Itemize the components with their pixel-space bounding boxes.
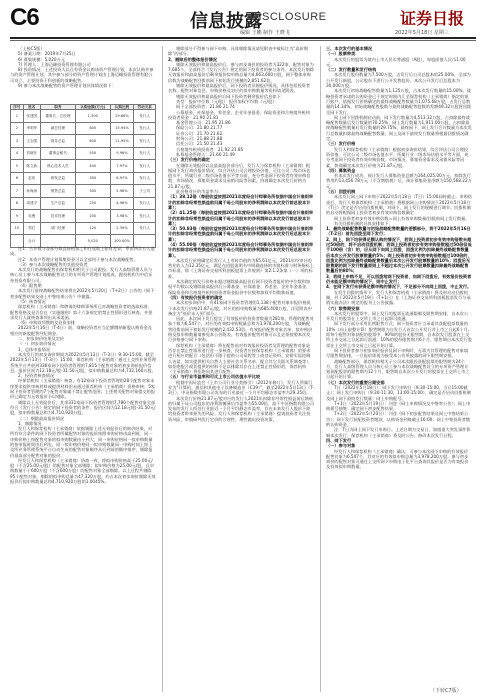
table-row (11, 160, 156, 173)
table-cell: 200 (75, 210, 110, 223)
table-cell: 8 (11, 197, 24, 210)
paragraph: 本次发行价格21.87元/股对应的发行人2021年扣除非经常性损益前后孰低的归属于母公司股东的净利润摊薄后市盈率为55.00倍，高于中证指数有限公司发布的发行人所处行业最近一个月平均静态市盈率，存在未来发行人股价下跌给投资者带来损失的风险。发行人和保荐机构（主承销商）提请投资者关注投资风险，审慎研判发行定价的合理性，理性做出投资决策。 (168, 395, 314, 422)
paragraph: （1）38.12倍（每股收益按照2021年度经会计师事务所依据中国会计准则审计的扣除非经常性损益前归属于母公司股东的净利润除以本次发行前总股本计算）； (168, 194, 314, 210)
table-header-cell: 序号 (11, 105, 24, 110)
section-title-en: DISCLOSURE (250, 11, 327, 23)
paragraph: 本次发行最终战略配售结果将在2022年5月20日（T+2日）公告的《网下初步配售结果及网上中签结果公告》中披露。 (10, 288, 155, 299)
page-header (0, 0, 484, 40)
table-cell: 刘晓东 (23, 147, 40, 160)
paragraph: 四、网下发行 (326, 437, 352, 443)
paragraph: 本次发行的战略配售由保荐机构相关子公司跟投、发行人高级管理人员与核心员工参与本次战略配售设立的专项资产管理计划组成，跟投机构为中信证券投资有限公司。 (10, 267, 153, 283)
table-cell: 3.98% (110, 210, 134, 223)
paragraph: 根据中国证监会《上市公司行业分类指引》（2012年修订），发行人所属行业为“计算机、通信和其他电子设备制造业（C39）”，截至2022年5月13日（T-3日），中证指数有限公司发布的行业最近一个月平均静态市盈率为29.35倍。 (168, 379, 314, 396)
table-cell: 5,020 (75, 235, 110, 248)
table-cell: 发行人 (134, 160, 156, 173)
paragraph: 本次发行网上网下申购于2022年5月18日（T日）15:00同时截止。申购结束后，发行人和保荐机构（主承销商）将根据网上申购情况于2022年5月18日（T日）决定是否启动回拨机制，对网下、网上发行的规模进行调节。回拨机制的启动将根据网上投资者初步有效申购倍数确定： (326, 194, 472, 216)
paragraph: （3）50.83倍（每股收益按照2021年度经会计师事务所依据中国会计准则审计的扣除非经常性损益前归属于母公司股东的净利润除以本次发行后总股本计算）； (168, 226, 314, 242)
paragraph: （4）限售期 (18, 283, 42, 289)
table-cell: 4 (11, 147, 24, 160)
header-rule-thin (10, 40, 476, 41)
paragraph: 剔除无效报价和最高报价后，网下投资者详细报价情况，具体包括投资者名称、配售对象信息、申购价格及对应的拟申购数量等资料请见附表。 (168, 83, 311, 94)
paragraph: 保荐机构（主承销商）将在配售前对有效报价投资者及管理的配售对象是否存在禁止性情形进行进一步核查，投资者应按保荐机构（主承销商）的要求进行相应的配合（包括但不限于提供公司章程等工商登记资料、安排实际控制人访谈、如实提供相关自然人主要社会关系名单、配合其它关联关系调查等），如拒绝配合或其提供的材料不足以排除其存在上述禁止性情形的，保荐机构（主承销商）将拒绝向其进行配售。 (168, 342, 313, 375)
paragraph: 战略配售部分，保荐机构相关子公司本次跟投获配股票的限售期为24个月，发行人高级管理人员与核心员工参与本次战略配售设立的专项资产管理计划获配股票的限售期为12个月，限售期自本次公开发行的股票在上交所上市之日起开始计算。 (326, 358, 470, 380)
paragraph: （六）限售期安排 (326, 305, 360, 311)
table-cell: 董事会秘书 (40, 147, 75, 160)
paragraph: 9) 参与本次战略配售的资产管理计划具体情况如下： (18, 83, 116, 89)
table-cell: 600 (75, 135, 110, 148)
paragraph: 本次发行股份数量为7,500万股，占发行后公司总股本的25.00%，全部为公开发行新股，公司股东不进行公开发售股份。本次公开发行后总股本为30,000万股。 (326, 72, 471, 89)
column-divider (320, 46, 321, 692)
table-cell: 生产总监 (40, 197, 75, 210)
table-cell: 11.95% (110, 135, 134, 148)
table-cell: 5 (11, 160, 24, 173)
table-header-cell: 认购比例 (110, 105, 134, 110)
paragraph: 本次发行初始战略配售数量为1,125万股，占本次发行数量的15.00%。战略投资者承诺的认购资金已于规定时间内汇至保荐机构（主承销商）指定的银行账户，依据发行价格确定的最终战略配售数量为1,075.68万股，占发行总数量的14.34%，初始战略配售股数与最终战略配售股数的差额49.32万股将回拨至网下发行。 (326, 88, 472, 115)
paragraph: 注2：本资产管理计划募集资金可以全部用于参与本次战略配售。 (18, 256, 138, 262)
paragraph: 本次发行的股票为境内上市人民币普通股（A股），每股面值人民币1.00元。 (326, 56, 466, 67)
paragraph: 网下全部投资者：21.86 21.74 (176, 104, 235, 110)
table-cell: 2 (11, 122, 24, 135)
table-header-cell: 姓名 (23, 105, 40, 110)
table-cell: 发行人 (134, 172, 156, 185)
paragraph: 剔除无效报价和最高报价后网下投资者剩余报价信息如下： (176, 93, 285, 99)
table-cell: 销售总监 (40, 185, 75, 198)
table-row (11, 222, 156, 235)
table-cell: 250 (75, 197, 110, 210)
paragraph: 1、剔除情况 (18, 420, 42, 426)
table-cell: 郑红 (23, 222, 40, 235)
table-cell: 350 (75, 172, 110, 185)
column-1-top (10, 46, 156, 104)
paragraph: 网上投资者初步有效申购倍数＝网上有效申购数量/回拨前网上发行数量。 (334, 215, 470, 221)
paragraph: 因此，本次网下发行提交了有效报价的投资者数量为281家，管理的配售对象个数为6,547个，对应的有效拟申购数量总和为3,978,200万股，为战略配售回拨前网下初始发行规模的2,432.53倍。有效报价配售对象名单、拟申购价格及拟申购数量请参见本公告附表。有效报价配售对象可以且必须按照本次发行价格参与网下申购。 (168, 316, 314, 343)
table-cell: 29.88% (110, 110, 134, 123)
paragraph: 合格境外机构投资者：21.92 21.85 (176, 146, 244, 152)
table-cell: 吴俊 (23, 210, 40, 223)
date-line: 2022年5月18日 星期三 (395, 30, 449, 36)
table-cell: 陈立新 (23, 160, 40, 173)
table-cell: 6.97% (110, 172, 134, 185)
table-cell: 发行人 (134, 147, 156, 160)
paragraph: 网下投资者参与初步询价报价及网下申购时，无需为其管理的配售对象填写限售期安排，一旦报价即视为接受本公告所披露的网下限售期安排。 (326, 347, 469, 359)
table-cell: 王志强 (23, 135, 40, 148)
paragraph: 在剔除无效报价以及最高报价部分后，发行人与保荐机构（主承销商）根据网下发行询价报价情况，综合评估公司合理投资价值、可比公司二级市场估值水平、所属行业二级市场估值水平等方面，充分考虑网下投资者有效申购倍数、市场情况、募集资金需求及承销风险等因素，协商确定本次发行价格为21.87元/股。 (168, 162, 311, 189)
table-cell: 5.98% (110, 185, 134, 198)
paragraph: （一）初步询价情况 (18, 341, 56, 347)
paragraph: 发行人和保荐机构（主承销商）根据初步询价结果，综合评估公司合理投资价值、可比公司二级市场估值水平、所属行业二级市场估值水平等方面，充分考虑网下投资者有效申购倍数、市场情况、募集资金需求及承销风险等因素，协商确定本次发行价格为21.87元/股。 (326, 146, 469, 168)
asset-plan-table (10, 104, 156, 248)
table-cell: 孙海涛 (23, 185, 40, 198)
paragraph: 经保荐机构（主承销商）核查，有12家网下投资者管理的28个配售对象未按要求提供审核材料或提供材料但未通过保荐机构（主承销商）资格审核；5家网下投资者管理的7个配售对象属于禁止配售范围；上述相关配售对象提交的报价已确定为无效报价予以剔除。 (10, 378, 156, 400)
page-number: C6 (10, 4, 39, 31)
table-cell: 300 (75, 185, 110, 198)
table-cell: 发行人 (134, 210, 156, 223)
paragraph: （5）核查情况 (18, 298, 46, 304)
table-row (11, 172, 156, 185)
column-divider (162, 46, 163, 692)
table-cell: 7.97% (110, 160, 134, 173)
table-row (11, 110, 156, 123)
table-cell: 技术经理 (40, 210, 75, 223)
table-row (11, 147, 156, 160)
section-title: 信息披露 (190, 11, 262, 32)
paragraph: 5) 备案日期：2019年7月25日 (18, 51, 76, 57)
table-cell: 1,500 (75, 110, 110, 123)
paragraph: 2、剔除后的整体报价情况 (168, 56, 217, 62)
paragraph: 三、本次发行的基本情况 (326, 46, 373, 51)
table-cell: 15.94% (110, 122, 134, 135)
table-cell: 10 (11, 222, 24, 235)
table-cell: 发行人 (134, 197, 156, 210)
paragraph: （四）有效报价投资者的确定 (168, 294, 223, 300)
column-1-body (10, 246, 156, 691)
paragraph: 信托公司：21.50 21.43 (176, 141, 223, 147)
paragraph: 网下发行部分采用比例限售方式，网下投资者应当承诺其获配股票数量的10%（向上取整计算）限售期限为自发行人首次公开发行并上市之日起6个月。即每个配售对象获配的股票中，90%的股份无限售期，自本次发行股票在上交所上市交易之日起即可流通；10%的股份限售期为6个月，限售期自本次发行股票在上交所上市交易之日起开始计算。 (326, 321, 472, 348)
paragraph: （三）发行价格的确定 (168, 157, 210, 163)
table-header-cell: 职务 (40, 105, 75, 110)
paragraph: 本次发行的初步询价期间为2022年5月13日（T-3日）9:30-15:00。截至2022年5月13日（T-3日）15:00，保荐机构（主承销商）通过上交所业务管理系统平台共收到336家网下投资者管理的7,815个配售对象的初步询价报价信息，报价区间为12.18元/股-31.50元/股，拟申购数量总和为4,732,160万股。 (10, 351, 156, 373)
table-cell: 核心技术人员 (40, 160, 75, 173)
table-cell: 3 (11, 135, 24, 148)
table-cell: 财务总监 (40, 135, 75, 148)
table-cell: 400 (75, 160, 110, 173)
table-cell: 研发总监 (40, 172, 75, 185)
paragraph: （二）剔除最高报价情况 (18, 415, 65, 421)
table-cell: 合计 (23, 235, 40, 248)
table-cell: 子公司 (134, 185, 156, 198)
paragraph: T+2日（2022年5月20日）：刊登《网下初步配售结果及网上中签结果公告》；网下发行获配投资者缴款，认购资金到账截止16:00；网上中签投资者缴纳认购资金。 (326, 411, 470, 428)
paragraph: 保险公司：21.80 21.77 (176, 125, 223, 131)
table-cell: 赵伟 (23, 172, 40, 185)
continued-note: （下转C7版） (430, 688, 462, 694)
table-cell: 李明华 (23, 122, 40, 135)
table-header-cell: 劳动关系 (134, 105, 156, 110)
paragraph: 公募基金、社保基金、养老金、企业年金基金、保险资金和合格境外机构投资者资金：21.90 21.81 (168, 109, 311, 120)
paragraph: 经发行人和保荐机构（主承销商）确认，可参与本次网下申购的有效报价配售对象为6,547个，其对应的有效拟申购总量为3,978,200万股。参与初步询价的配售对象可通过上交所网下申购电子化平台查询其报价是否为有效报价及有效拟申购数量。 (326, 448, 469, 470)
newspaper-logo: 证券日报 (400, 9, 465, 28)
paragraph: 3、若网上申购不足，可以回拨给网下投资者，向网下回拨后，有效报价投资者仍未能足额申购的情况下，则中止发行； (326, 273, 472, 285)
table-cell: 2.39% (110, 222, 134, 235)
paragraph: （三）发行价格 (326, 141, 356, 147)
table-cell: 120 (75, 222, 110, 235)
paragraph: 4、在网下发行未获得足额申购的情况下，不足部分不向网上回拨，中止发行。 (326, 284, 472, 290)
paragraph: 此价格对应的市盈率为： (176, 189, 223, 195)
table-cell: 部门经理 (40, 222, 75, 235)
table-row (11, 210, 156, 223)
paragraph: 7) 管理人：上海迈峰投资管理有限公司 (18, 61, 91, 67)
table-cell: 4.98% (110, 197, 134, 210)
paragraph: （上接C5版） (18, 46, 45, 51)
paragraph: 6) 募集规模：5,020万元 (18, 56, 65, 62)
paragraph: T+1日（2022年5月19日）：刊登《网上申购情况及中签率公告》；网上申购摇号抽签；确定网下初步配售结果。 (326, 400, 471, 412)
table-cell: 800 (75, 122, 110, 135)
paragraph: 私募基金管理人：21.60 21.49 (176, 151, 235, 157)
table-cell: 副总经理 (40, 122, 75, 135)
paragraph: 在发生回拨的情形下，发行人和保荐机构（主承销商）将及时启动回拨机制，并于2022年5月19日（T+1日）在《上海证券交易所科创板股票发行与承销实施办法》规定的报刊上公告披露。 (326, 289, 471, 306)
paragraph: 发行人和保荐机构（主承销商）依据剔除上述无效报价后的询价结果，对所有符合条件的网下投资者所属配售对象的报价按照申购价格由高到低、同一申购价格上按配售对象的拟申购数量由小到大、同一申购价格同一拟申购数量的按申报时间由后到先、同一拟申购价格同一拟申购数量同一申购时间上按上交所业务管理系统平台自动生成的配售对象顺序从后到前的顺序排序，剔除报价最高部分配售对象的报价。 (10, 426, 153, 458)
paragraph: 注1：合计数与各部分数直接相加之和在尾数上如有差异，系由四舍五入造成。 (10, 246, 155, 257)
table-cell: 发行人 (134, 122, 156, 135)
table-cell: 发行人 (134, 135, 156, 148)
paragraph: 财务公司：21.88 21.88 (176, 136, 223, 142)
paragraph: （二）发行数量和发行结构 (326, 67, 377, 73)
table-cell: 周建平 (23, 197, 40, 210)
table-header-cell: 认购金额(万元) (75, 105, 110, 110)
table-cell: 张建国 (23, 110, 40, 123)
table-row (11, 135, 156, 148)
paragraph: 本次初步询价中，有41家网下投资者管理的1,138个配售对象申报价格低于本次发行价格21.87元/股，对应的拟申购数量为685,400万股，详见附表中备注为“低价未入围”部分。 (168, 300, 312, 316)
paragraph: （四）募集资金 (326, 167, 356, 173)
paragraph: （五）与行业市盈率和可比上市公司估值水平比较 (168, 374, 261, 380)
column-2-body (168, 46, 314, 686)
paragraph: 证券公司：21.70 21.62 (176, 130, 223, 136)
table-cell: 发行人 (134, 222, 156, 235)
paragraph: 本次发行价格确定后发行人上市时市值约为65.61亿元，2021年经审计的营业收入为12.35亿元，满足在招股说明书中明确选择的市值标准与财务指标上市标准，即《上海证券交易所科创板股票上市规则》第2.1.2条第（一）项的标准。 (168, 257, 314, 279)
table-cell: 1 (11, 110, 24, 123)
paragraph: 注：T日为网上网下发行申购日。上述日期为交易日，如遇重大突发事件影响本次发行，保荐机构（主承销商）将及时公告，修改本次发行日程。 (326, 427, 471, 438)
table-row (11, 197, 156, 210)
paragraph: （3）参与本次战略配售的其他投资者 (18, 261, 88, 267)
table-cell: 100.00% (110, 235, 134, 248)
paragraph: 类型：报价中位数（元/股） 报价加权平均数（元/股） (176, 98, 277, 104)
paragraph: T日（2022年5月18日）：网下发行申购日（9:30-15:00，当日15:00截止）；网上发行申购日（9:30-11:30，13:00-15:00）；确定是否启动回拨机制及网上网下最终发行数量；网上申购配号。 (326, 385, 471, 401)
paragraph: 本次确定的发行价格未超过剔除最高报价后网下投资者报价的中位数和加权平均数以及剔除最高报价后公募基金、社保基金、养老金、企业年金基金、保险资金和合格境外机构投资者资金报价中位数和加权平均数孰低值。 (168, 279, 311, 295)
column-1-intro (10, 46, 156, 104)
paragraph: 2、投资者核查情况 (18, 373, 55, 379)
table-row (11, 122, 156, 135)
paragraph: 基金管理公司：21.95 21.86 (176, 120, 231, 126)
column-2 (168, 46, 314, 686)
paragraph: （五）回拨机制 (326, 189, 356, 195)
paragraph: 1、总体申报情况 (18, 346, 50, 352)
table-cell: 9.96% (110, 147, 134, 160)
paragraph: 8) 投资情况：上述投资人以自有资金认购该资产管理计划，本次认购并参与的资产管理计划，其中参与部分的资产管理计划由上海迈峰投资管理有限公司设立，主要投资于科创板的战略配售。 (10, 67, 154, 83)
table-body (11, 110, 156, 248)
column-3 (326, 46, 472, 686)
paragraph: 若本次发行成功，预计发行人募集资金总额为164,025.00万元，扣除发行费用约13,456.78万元（不含增值税）后，预计募集资金净额为150,568.22万元。 (326, 173, 472, 189)
column-3-body (326, 46, 472, 686)
paragraph: 保荐机构（主承销商）和聘请的律师事务所已对战略投资者的选取标准、配售资格及是否存在《实施细则》第十六条规定的禁止性情形进行核查，并要求发行人就核查事项出具承诺函。 (10, 304, 153, 320)
table-cell: 9 (11, 210, 24, 223)
paragraph: 2022年5月16日（T-4日）前，战略投资者应当足额缴纳新股认购资金及相应的新股配售经纪佣金。 (10, 325, 152, 336)
paragraph: （七）本次发行的重要日期安排 (326, 379, 385, 385)
header-rule (10, 37, 476, 39)
paragraph: 剔除无效报价和最高报价后，参与初步询价的投资者为322家，配售对象为7,685个，全部符合《发行公告》规定的网下投资者的参与条件。本次发行剔除无效报价和最高报价后剩余报价拟申购总量为4,663,600万股，网下整体申购倍数为战略配售回拨前网下初始发行规模的2,851.62倍。 (168, 61, 314, 83)
paragraph: 1、最终战略配售数量与初始战略配售数量的差额部分，将于2022年5月16日（T-2日）首先回拨至网下发行； (326, 226, 471, 237)
table-row (11, 185, 156, 198)
paragraph: 有关回拨机制的具体安排如下： (334, 220, 393, 226)
paragraph: （一）参与对象 (326, 443, 356, 449)
editor-line: 编辑 王鹏 制作 王晓飞 (240, 30, 290, 36)
paragraph: 经发行人和保荐机构（主承销商）协商一致，将拟申购价格高于25.00元/股（不含25.00元/股）的配售对象全部剔除；拟申购价格为25.00元/股，且申购数量小于600万股（不含600万股）的配售对象全部剔除。以上过程共剔除95个配售对象，剔除的拟申购总量为47,320万股，约占本次初步询价剔除无效报价后拟申购数量总和4,710,920万股的1.0045%。 (10, 457, 156, 485)
table-cell: 7 (11, 185, 24, 198)
paragraph: 2、网上、网下均获得足额认购的情况下，若网上投资者初步有效申购倍数未超过50倍的，将不启动回拨机制；若网上投资者初步有效申购倍数超过50倍但低于100倍（含）的，应从网下向网上回拨，回拨比例为扣除最终战略配售数量后本次公开发行股票数量的5%；网上投资者初步有效申购倍数超过100倍的，回拨比例为扣除最终战略配售数量后本次公开发行股票数量的10%；回拨后无限售期的网下发行数量原则上不超过本次公开发行股票数量扣除最终战略配售数量后的80%； (326, 236, 472, 274)
paragraph: 剔除以上无效报价后，其余331家网下投资者管理的7,780个配售对象全部符合《发行公告》规定的网下投资者的条件，报价区间为12.18元/股-31.50元/股，拟申购数量总和为4,710,920万股。 (10, 399, 156, 416)
paragraph: （2）41.25倍（每股收益按照2021年度经会计师事务所依据中国会计准则审计的扣除非经常性损益后归属于母公司股东的净利润除以本次发行前总股本计算）； (168, 210, 314, 226)
paragraph: （6）申购款项缴纳及验资安排 (18, 320, 76, 326)
table-cell: 董事长、总经理 (40, 110, 75, 123)
paragraph: （4）55.00倍（每股收益按照2021年度经会计师事务所依据中国会计准则审计的扣除非经常性损益后归属于母公司股东的净利润除以本次发行后总股本计算）。 (168, 241, 314, 258)
table-cell: 发行人 (134, 110, 156, 123)
table-cell: 500 (75, 147, 110, 160)
paragraph: 剔除部分不得参与网下申购。具体剔除情况请见附表中被标注为“高价剔除”的部分。 (168, 46, 308, 57)
paragraph: 网上网下回拨机制启动前，网下发行数量为4,513.32万股，占扣除最终战略配售数量后发行数量的70.25%；网上发行数量为1,911.00万股，占扣除最终战略配售数量后发行数量的29.75%。最终网下、网上发行合计数量为本次发行总数量扣除最终战略配售数量，网上及网下最终发行数量将根据回拨情况确定。 (326, 114, 472, 142)
paragraph: （一）股票种类 (326, 51, 356, 57)
table-cell: 6 (11, 172, 24, 185)
paragraph: 二、初步询价结果及定价 (18, 336, 65, 342)
paragraph: 本次发行的股票中，网上发行的股票无流通限制及限售期安排，自本次公开发行的股票在上交所上市之日起即可流通。 (326, 310, 469, 322)
